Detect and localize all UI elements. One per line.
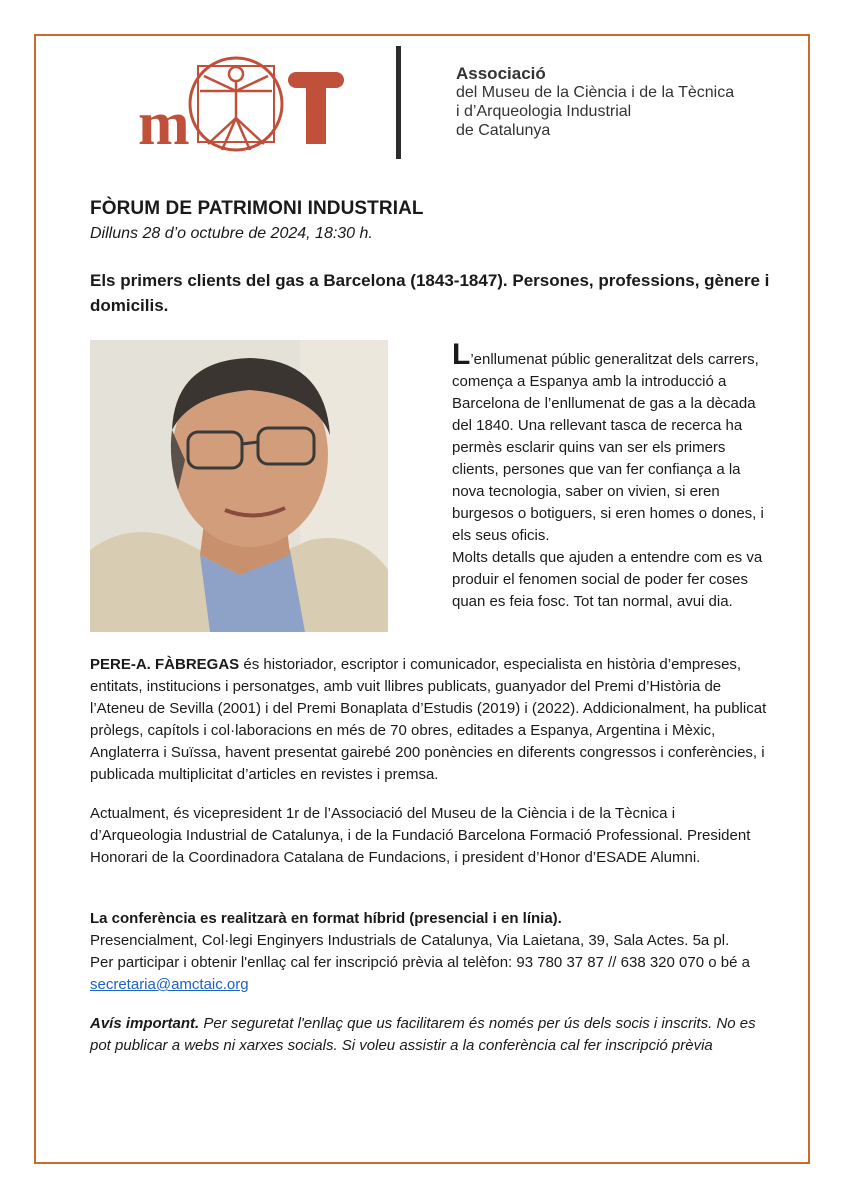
notice-label: Avís important. — [90, 1015, 200, 1032]
format-heading: La conferència es realitzarà en format híbrid (presencial i en línia). — [90, 910, 562, 927]
header — [138, 46, 738, 166]
event-date: Dilluns 28 d’o octubre de 2024, 18:30 h. — [90, 225, 373, 242]
speaker-positions: Actualment, és vicepresident 1r de l’Associació del Museu de la Ciència i de la Tècnica i d’Arqueologia Industrial de Catalunya, i de la Fundació Barcelona Formació Professional. President Honorari de la Coordinadora Catalana de Fundacions, i president d’Honor d’ESADE Alumni. — [90, 805, 751, 866]
speaker-bio-text: és historiador, escriptor i comunicador, especialista en història d’empreses, entitats, institucions i personatges, amb vuit llibres publicats, guanyador del Premi d’Història de l’Ateneu de Sevilla (2001) i del Premi Bonaplata d’Estudis (2019) i (2022). Addicionalment, ha publicat pròlegs, capítols i col·laboracions en més de 70 obres, editades a Espanya, Argentina i Mèxic, Anglaterra i Suïssa, havent presentat gairebé 200 ponències en diferents congressos i conferències, i publicada multiplicitat d’articles en revistes i premsa. — [90, 656, 767, 783]
intro-text-2: Molts detalls que ajuden a entendre com es va produir el fenomen social de poder fer coses quan es feia fosc. Tot tan normal, avui dia. — [452, 549, 763, 610]
lecture-title: Els primers clients del gas a Barcelona (1843-1847). Persones, professions, gènere i domicilis. — [90, 271, 770, 315]
association-logo — [138, 46, 388, 161]
notice-text: Per seguretat l'enllaç que us facilitarem és només per ús dels socis i inscrits. No es pot publicar a webs ni xarxes socials. Si voleu assistir a la conferència cal fer inscripció prèvia — [90, 1015, 756, 1054]
vitruvian-man-icon — [200, 67, 272, 150]
assoc-line-3: i d’Arqueologia Industrial — [456, 103, 632, 120]
speaker-name: PERE-A. FÀBREGAS — [90, 656, 240, 673]
logo-m: m — [138, 90, 190, 158]
venue-text: Presencialment, Col·legi Enginyers Industrials de Catalunya, Via Laietana, 39, Sala Actes. 5a pl. — [90, 932, 730, 949]
assoc-line-2: del Museu de la Ciència i de la Tècnica — [456, 84, 735, 101]
format-info — [90, 908, 770, 996]
assoc-line-1: Associació — [456, 64, 546, 83]
lecture-description — [452, 338, 772, 613]
assoc-line-4: de Catalunya — [456, 122, 551, 139]
association-name — [456, 64, 734, 140]
drop-cap: L — [452, 338, 471, 371]
speaker-bio — [90, 654, 770, 786]
registration-text: Per participar i obtenir l'enllaç cal fer inscripció prèvia al telèfon: 93 780 37 87 // 638 320 070 o bé a — [90, 954, 750, 971]
email-link[interactable]: secretaria@amctaic.org — [90, 976, 249, 993]
intro-text: ’enllumenat públic generalitzat dels carrers, comença a Espanya amb la introducció a Barcelona de l’enllumenat de gas a la dècada del 1840. Una rellevant tasca de recerca ha permès esclarir quins van ser els primers clients, persones que van fer confiança a la nova tecnologia, saber on vivien, si eren burgesos o botiguers, si eren homes o dones, i els seus oficis. — [452, 351, 764, 544]
registration-info — [90, 952, 770, 996]
logo-divider — [396, 46, 401, 159]
speaker-photo — [90, 340, 388, 632]
important-notice — [90, 1013, 770, 1057]
forum-title: FÒRUM DE PATRIMONI INDUSTRIAL — [90, 198, 424, 219]
logo-t — [288, 72, 344, 144]
speaker-portrait-image — [90, 340, 388, 632]
